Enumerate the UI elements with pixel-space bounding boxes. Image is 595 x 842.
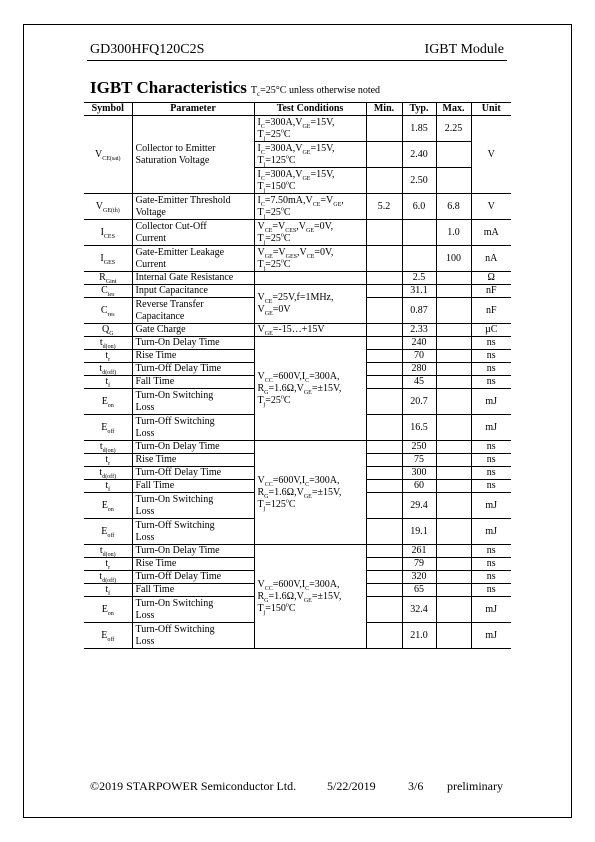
- table-row: $E_{on}$ Turn-On Switching Loss 20.7 mJ: [84, 389, 511, 415]
- section-condition: [251, 85, 380, 96]
- footer-page: 3/6: [408, 779, 424, 793]
- table-row: $t_r$ Rise Time 70 ns: [84, 350, 511, 363]
- table-row: $t_f$ Fall Time 65 ns: [84, 584, 511, 597]
- col-header: Test Conditions: [254, 103, 366, 116]
- table-header-row: [84, 103, 511, 116]
- section-title-text: IGBT Characteristics: [90, 78, 247, 97]
- table-row: $I_{GES}$ Gate-Emitter Leakage Current $V_{GE}=V_{GES},V_{CE}=0V$, $T_j=25^oC$ 100 nA: [84, 246, 511, 272]
- condition-suffix: =25°C unless otherwise noted: [260, 85, 381, 96]
- table-row: $I_{CES}$ Collector Cut-Off Current $V_{CE}=V_{CES},V_{GE}=0V$, $T_j=25^oC$ 1.0 mA: [84, 220, 511, 246]
- col-header: Parameter: [132, 103, 254, 116]
- condition-sub: c: [257, 90, 261, 98]
- table-row: $E_{off}$ Turn-Off Switching Loss 21.0 mJ: [84, 623, 511, 649]
- table-row: $C_{res}$ Reverse Transfer Capacitance 0.87 nF: [84, 298, 511, 324]
- condition-prefix: T: [250, 85, 258, 96]
- table-row: $t_{d(off)}$ Turn-Off Delay Time 300 ns: [84, 467, 511, 480]
- col-header: Unit: [471, 103, 511, 116]
- table-row: $V_{CE(sat)}$ Collector to Emitter Saturation Voltage $I_C=300A,V_{GE}=15V$, $T_j=25^oC$ 1.85 2.25 V: [84, 116, 511, 142]
- table-row: $E_{on}$ Turn-On Switching Loss 29.4 mJ: [84, 493, 511, 519]
- table-row: $V_{GE(th)}$ Gate-Emitter Threshold Voltage $I_C=7.50mA,V_{CE}=V_{GE}$, $T_j=25^oC$ 5.2 6.0 6.8 V: [84, 194, 511, 220]
- table-row: $E_{off}$ Turn-Off Switching Loss 16.5 mJ: [84, 415, 511, 441]
- table-row: $t_f$ Fall Time 45 ns: [84, 376, 511, 389]
- col-header: Max.: [436, 103, 471, 116]
- table-row: $t_r$ Rise Time 75 ns: [84, 454, 511, 467]
- module-type: IGBT Module: [424, 42, 504, 57]
- table-row: $t_r$ Rise Time 79 ns: [84, 558, 511, 571]
- table-body: [84, 116, 511, 649]
- part-number: GD300HFQ120C2S: [90, 42, 205, 57]
- table-row: $t_f$ Fall Time 60 ns: [84, 480, 511, 493]
- table-row: $C_{ies}$ Input Capacitance $V_{CE}=25V,f=1MHz$, $V_{GE}=0V$ 31.1 nF: [84, 285, 511, 298]
- table-row: $I_C=300A,V_{GE}=15V$, $T_j=125^oC$ 2.40: [84, 142, 511, 168]
- table-row: $E_{on}$ Turn-On Switching Loss 32.4 mJ: [84, 597, 511, 623]
- igbt-characteristics-table: [84, 102, 511, 649]
- header-divider: [87, 60, 507, 61]
- table-row: $t_{d(on)}$ Turn-On Delay Time $V_{CC}=600V,I_C=300A$, $R_G=1.6\Omega,V_{GE}=\pm 15V$, $T_j=125^oC$ 250 ns: [84, 441, 511, 454]
- table-row: $t_{d(on)}$ Turn-On Delay Time $V_{CC}=600V,I_C=300A$, $R_G=1.6\Omega,V_{GE}=\pm 15V$, $T_j=150^oC$ 261 ns: [84, 545, 511, 558]
- table-row: $t_{d(off)}$ Turn-Off Delay Time 320 ns: [84, 571, 511, 584]
- col-header: Symbol: [84, 103, 132, 116]
- section-title: [90, 78, 380, 98]
- table-row: $t_{d(on)}$ Turn-On Delay Time $V_{CC}=600V,I_C=300A$, $R_G=1.6\Omega,V_{GE}=\pm 15V$, $T_j=25^oC$ 240 ns: [84, 337, 511, 350]
- footer-date: 5/22/2019: [327, 779, 376, 793]
- col-header: Typ.: [402, 103, 436, 116]
- table-row: $R_{Gint}$ Internal Gate Resistance 2.5 Ω: [84, 272, 511, 285]
- footer-status: preliminary: [447, 779, 503, 793]
- table-row: $I_C=300A,V_{GE}=15V$, $T_j=150^oC$ 2.50: [84, 168, 511, 194]
- footer-copyright: ©2019 STARPOWER Semiconductor Ltd.: [90, 779, 297, 793]
- table-row: $E_{off}$ Turn-Off Switching Loss 19.1 mJ: [84, 519, 511, 545]
- table-row: $Q_G$ Gate Charge $V_{GE}=-15\dots+15V$ 2.33 µC: [84, 324, 511, 337]
- table-row: $t_{d(off)}$ Turn-Off Delay Time 280 ns: [84, 363, 511, 376]
- col-header: Min.: [366, 103, 402, 116]
